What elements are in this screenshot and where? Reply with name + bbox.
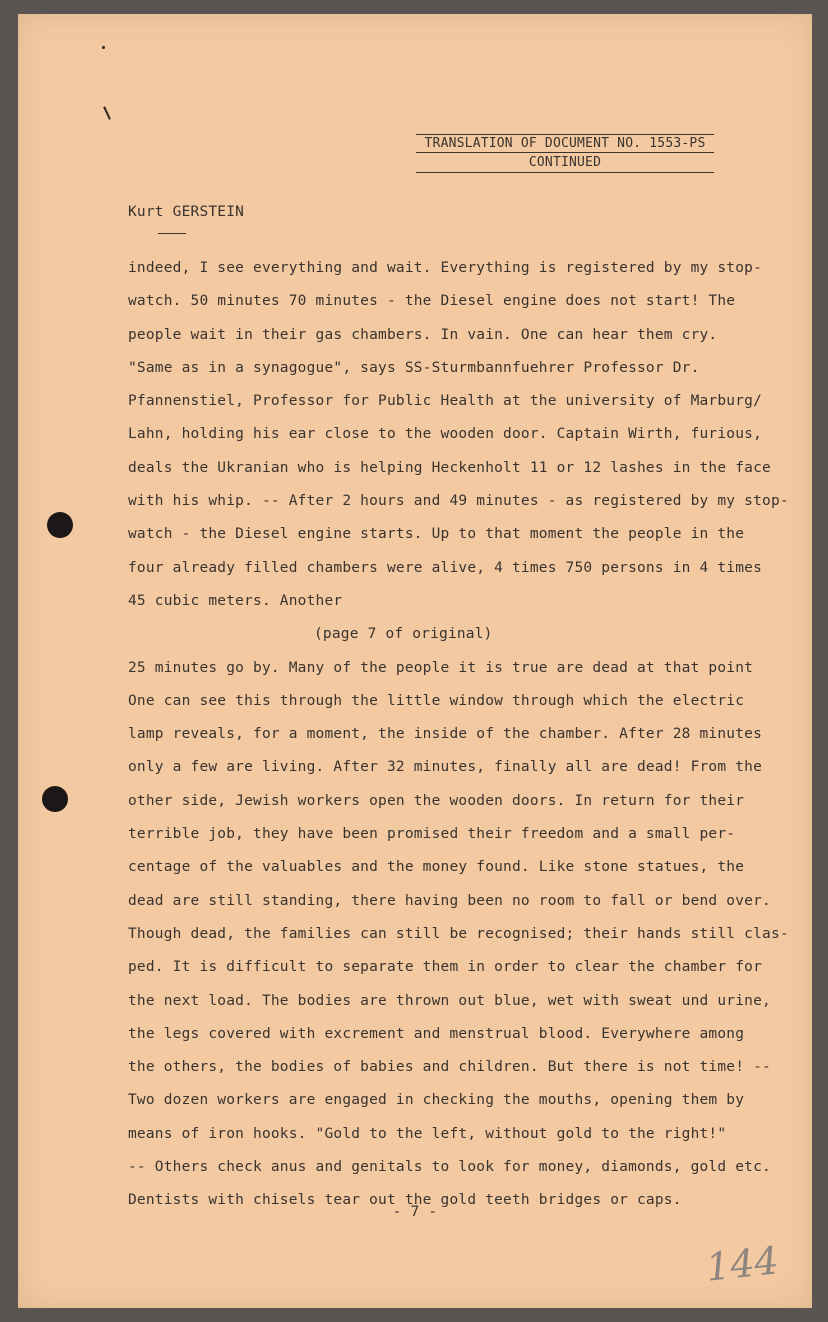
text-line: with his whip. -- After 2 hours and 49 minutes - as registered by my stop- (128, 493, 789, 510)
body-text (128, 252, 789, 1218)
text-line: the legs covered with excrement and menstrual blood. Everywhere among (128, 1025, 745, 1042)
speck (102, 46, 105, 49)
handwritten-page-number: 144 (703, 1238, 781, 1290)
punch-hole-lower (42, 786, 68, 812)
header-continued: CONTINUED (528, 155, 602, 170)
text-line: people wait in their gas chambers. In vain. One can hear them cry. (128, 326, 718, 343)
text-line: Though dead, the families can still be recognised; their hands still clas- (128, 925, 789, 942)
document-page (18, 14, 812, 1308)
text-line: 25 minutes go by. Many of the people it is true are dead at that point (128, 659, 754, 676)
page-number: - 7 - (392, 1204, 438, 1220)
text-line: 45 cubic meters. Another (128, 592, 343, 609)
text-line: the next load. The bodies are thrown out blue, wet with sweat und urine, (128, 992, 771, 1009)
text-line: Two dozen workers are engaged in checking the mouths, opening them by (128, 1092, 745, 1109)
text-line: the others, the bodies of babies and children. But there is not time! -- (128, 1059, 771, 1076)
text-line: -- Others check anus and genitals to look for money, diamonds, gold etc. (128, 1159, 771, 1176)
text-line: deals the Ukranian who is helping Heckenholt 11 or 12 lashes in the face (128, 459, 771, 476)
pencil-mark (103, 106, 111, 120)
text-line: Dentists with chisels tear out the gold teeth bridges or caps. (128, 1192, 682, 1209)
text-line: terrible job, they have been promised their freedom and a small per- (128, 826, 736, 843)
text-line: watch. 50 minutes 70 minutes - the Diesel engine does not start! The (128, 293, 736, 310)
text-line: dead are still standing, there having been no room to fall or bend over. (128, 892, 771, 909)
header-rule-bottom (416, 172, 714, 173)
text-line: means of iron hooks. "Gold to the left, without gold to the right!" (128, 1125, 727, 1142)
text-line: only a few are living. After 32 minutes, finally all are dead! From the (128, 759, 763, 776)
text-line: indeed, I see everything and wait. Everything is registered by my stop- (128, 260, 763, 276)
header-rule-middle (416, 152, 714, 153)
author-name: Kurt GERSTEIN (128, 204, 245, 220)
text-line: watch - the Diesel engine starts. Up to that moment the people in the (128, 526, 745, 543)
text-line: four already filled chambers were alive, 4 times 750 persons in 4 times (128, 559, 763, 576)
text-line: Lahn, holding his ear close to the wooden door. Captain Wirth, furious, (128, 426, 763, 443)
text-line: ped. It is difficult to separate them in order to clear the chamber for (128, 959, 763, 976)
text-line: Pfannenstiel, Professor for Public Health at the university of Marburg/ (128, 393, 763, 410)
text-line: centage of the valuables and the money found. Like stone statues, the (128, 859, 745, 876)
punch-hole-upper (47, 512, 73, 538)
text-line: other side, Jewish workers open the wooden doors. In return for their (128, 792, 745, 809)
text-line: One can see this through the little window through which the electric (128, 692, 745, 709)
text-line: "Same as in a synagogue", says SS-Sturmbannfuehrer Professor Dr. (128, 359, 700, 376)
page-reference: (page 7 of original) (314, 626, 493, 643)
page-reference-line (128, 618, 748, 651)
header-title: TRANSLATION OF DOCUMENT NO. 1553-PS (424, 136, 706, 151)
author-underline (158, 233, 186, 234)
text-line: lamp reveals, for a moment, the inside of the chamber. After 28 minutes (128, 726, 763, 743)
